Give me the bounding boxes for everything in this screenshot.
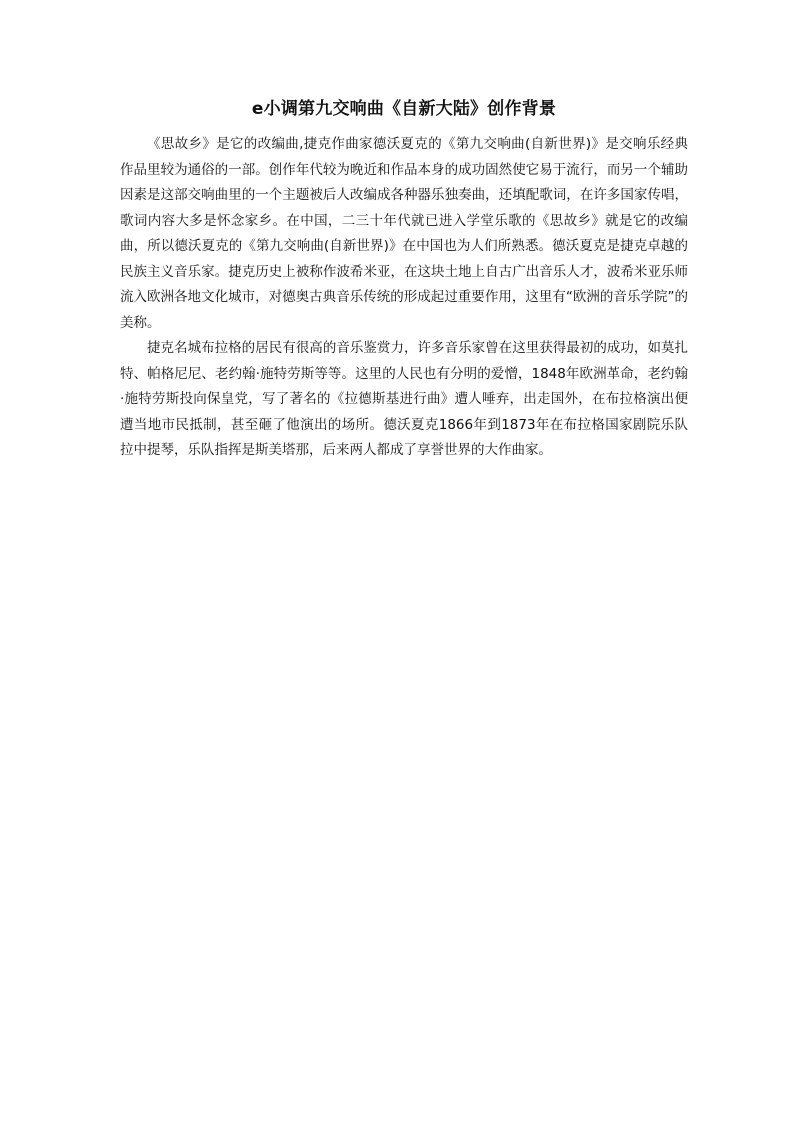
document-content (120, 96, 688, 464)
paragraph-1: 《思故乡》是它的改编曲,捷克作曲家德沃夏克的《第九交响曲(自新世界)》是交响乐经典作品里较为通俗的一部。创作年代较为晚近和作品本身的成功固然使它易于流行，而另一个辅助因素是这部交响曲里的一个主题被后人改编成各种器乐独奏曲，还填配歌词，在许多国家传唱，歌词内容大多是怀念家乡。在中国，二三十年代就已进入学堂乐歌的《思故乡》就是它的改编曲，所以德沃夏克的《第九交响曲(自新世界)》在中国也为人们所熟悉。德沃夏克是捷克卓越的民族主义音乐家。捷克历史上被称作波希米亚，在这块土地上自古广出音乐人才，波希米亚乐师流入欧洲各地文化城市，对德奥古典音乐传统的形成起过重要作用，这里有“欧洲的音乐学院”的美称。 (120, 136, 688, 331)
paragraph-2: 捷克名城布拉格的居民有很高的音乐鉴赏力，许多音乐家曾在这里获得最初的成功，如莫扎特、帕格尼尼、老约翰·施特劳斯等等。这里的人民也有分明的爱憎，1848年欧洲革命，老约翰·施特劳斯投向保皇党，写了著名的《拉德斯基进行曲》遭人唾弃，出走国外，在布拉格演出便遭当地市民抵制，甚至砸了他演出的场所。德沃夏克1866年到1873年在布拉格国家剧院乐队拉中提琴，乐队指挥是斯美塔那，后来两人都成了享誉世界的大作曲家。 (120, 340, 688, 458)
document-title: e小调第九交响曲《自新大陆》创作背景 (251, 99, 557, 119)
